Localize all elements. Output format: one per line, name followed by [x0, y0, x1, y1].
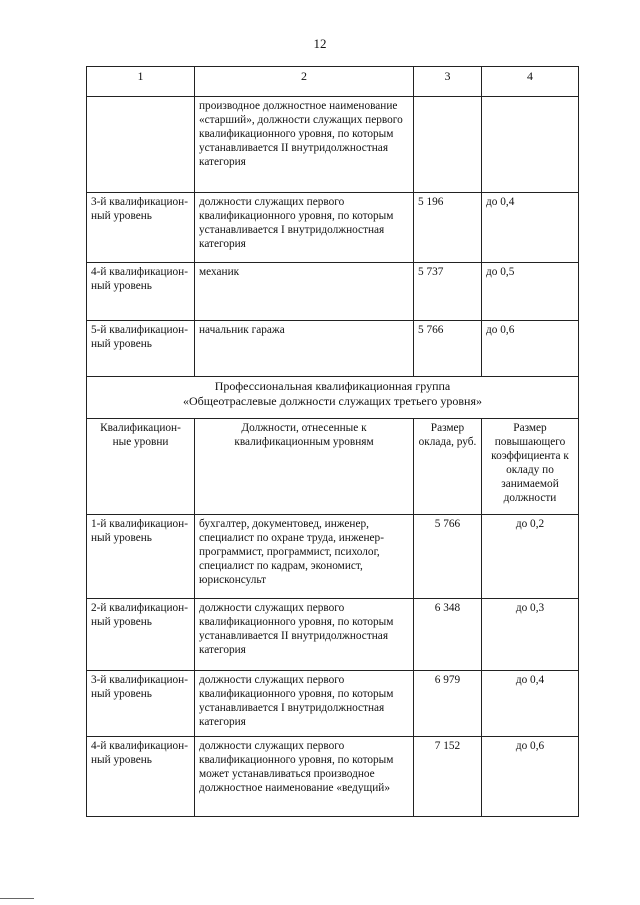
table-row	[87, 321, 579, 377]
table-row	[87, 599, 579, 671]
positions-cell: должности служащих первого квалификационного уровня, по которым устанавливается I внутридолжностная категория	[195, 671, 414, 737]
table-row	[87, 737, 579, 817]
bottom-edge-mark	[0, 898, 34, 899]
group-title-line: «Общеотраслевые должности служащих третьего уровня»	[183, 394, 482, 408]
table-row	[87, 515, 579, 599]
group-title-row	[87, 377, 579, 419]
coefficient-cell: до 0,5	[482, 263, 579, 321]
level-cell: 4-й квалификацион-ный уровень	[87, 737, 195, 817]
salary-cell: 6 979	[414, 671, 482, 737]
salary-cell: 7 152	[414, 737, 482, 817]
coefficient-cell: до 0,3	[482, 599, 579, 671]
qualification-table	[86, 66, 579, 817]
group-title-line: Профессиональная квалификационная группа	[214, 379, 451, 393]
table-row	[87, 97, 579, 193]
header-salary: Размер оклада, руб.	[414, 419, 482, 515]
positions-cell: бухгалтер, документовед, инженер, специалист по охране труда, инженер-программист, программист, психолог, специалист по кадрам, экономист, юрисконсульт	[195, 515, 414, 599]
column-number: 4	[482, 67, 579, 97]
salary-cell: 6 348	[414, 599, 482, 671]
level-cell: 3-й квалификацион-ный уровень	[87, 671, 195, 737]
group-title	[87, 377, 579, 419]
table-row	[87, 193, 579, 263]
level-cell: 4-й квалификацион-ный уровень	[87, 263, 195, 321]
table-row	[87, 263, 579, 321]
salary-cell	[414, 97, 482, 193]
salary-cell: 5 766	[414, 321, 482, 377]
positions-cell: должности служащих первого квалификационного уровня, по которым устанавливается I внутридолжностная категория	[195, 193, 414, 263]
coefficient-cell: до 0,6	[482, 321, 579, 377]
salary-cell: 5 766	[414, 515, 482, 599]
coefficient-cell: до 0,4	[482, 671, 579, 737]
table-row	[87, 671, 579, 737]
level-cell: 2-й квалификацион-ный уровень	[87, 599, 195, 671]
level-cell: 5-й квалификацион-ный уровень	[87, 321, 195, 377]
column-number: 2	[195, 67, 414, 97]
page-number: 12	[313, 36, 327, 51]
header-coefficient: Размер повышающего коэффициента к окладу по занимаемой должности	[482, 419, 579, 515]
coefficient-cell: до 0,4	[482, 193, 579, 263]
positions-cell: должности служащих первого квалификационного уровня, по которым устанавливается II внутридолжностная категория	[195, 599, 414, 671]
positions-cell: производное должностное наименование «старший», должности служащих первого квалификационного уровня, по которым устанавливается II внутридолжностная категория	[195, 97, 414, 193]
level-cell	[87, 97, 195, 193]
column-number: 3	[414, 67, 482, 97]
header-row	[87, 419, 579, 515]
salary-cell: 5 196	[414, 193, 482, 263]
level-cell: 3-й квалификацион-ный уровень	[87, 193, 195, 263]
level-cell: 1-й квалификацион-ный уровень	[87, 515, 195, 599]
coefficient-cell: до 0,2	[482, 515, 579, 599]
positions-cell: механик	[195, 263, 414, 321]
column-number-row	[87, 67, 579, 97]
positions-cell: начальник гаража	[195, 321, 414, 377]
header-levels: Квалификацион-ные уровни	[87, 419, 195, 515]
salary-cell: 5 737	[414, 263, 482, 321]
coefficient-cell	[482, 97, 579, 193]
positions-cell: должности служащих первого квалификационного уровня, по которым может устанавливаться производное должностное наименование «ведущий»	[195, 737, 414, 817]
coefficient-cell: до 0,6	[482, 737, 579, 817]
column-number: 1	[87, 67, 195, 97]
header-positions: Должности, отнесенные к квалификационным уровням	[195, 419, 414, 515]
